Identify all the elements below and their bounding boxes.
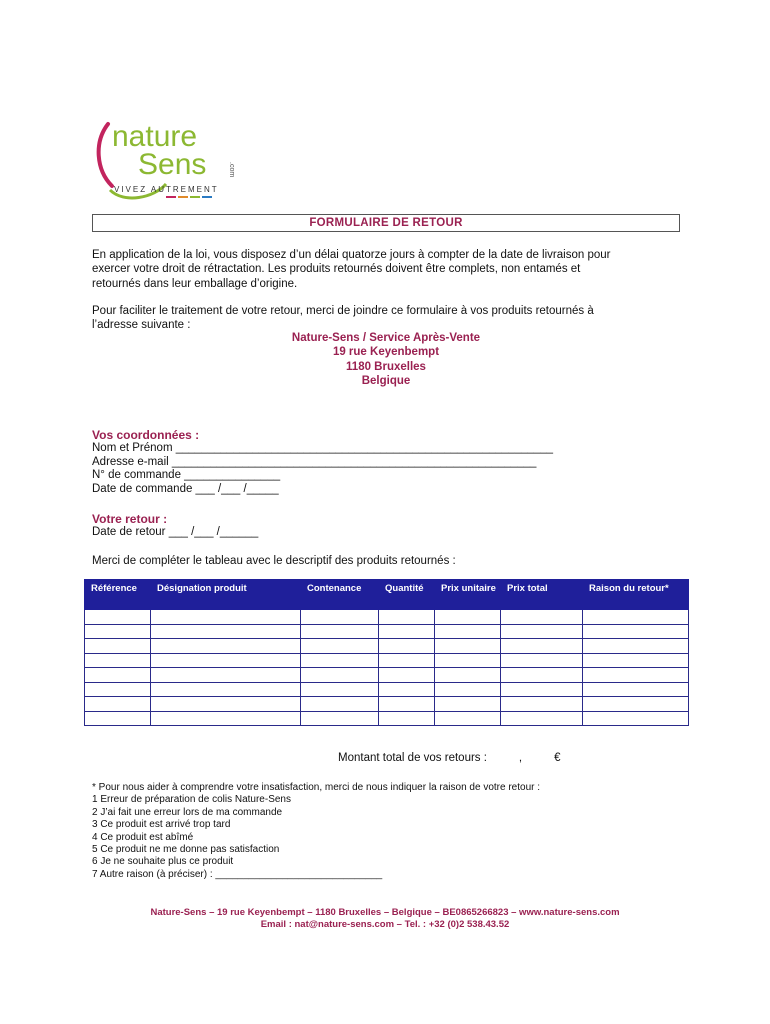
table-cell[interactable] [583, 624, 689, 639]
table-cell[interactable] [301, 653, 379, 668]
table-cell[interactable] [85, 682, 151, 697]
table-cell[interactable] [379, 639, 435, 654]
footer [60, 907, 710, 931]
table-cell[interactable] [301, 668, 379, 683]
total-label: Montant total de vos retours : [338, 752, 487, 764]
reason-item-other[interactable]: 7 Autre raison (à préciser) : ______________________________ [92, 868, 383, 880]
table-row [85, 653, 689, 668]
name-field[interactable]: Nom et Prénom ___________________________________________________________ [92, 442, 554, 454]
table-cell[interactable] [435, 711, 501, 726]
coords-section [92, 428, 553, 497]
header-designation: Désignation produit [151, 580, 301, 610]
table-cell[interactable] [501, 682, 583, 697]
table-cell[interactable] [583, 639, 689, 654]
retour-section [92, 512, 258, 540]
email-field[interactable]: Adresse e-mail _________________________________________________________ [92, 455, 537, 468]
table-cell[interactable] [501, 697, 583, 712]
address-line: 1180 Bruxelles [346, 360, 426, 373]
retour-title: Votre retour : [92, 512, 168, 526]
table-cell[interactable] [501, 610, 583, 625]
table-cell[interactable] [583, 653, 689, 668]
header-raison: Raison du retour* [583, 580, 689, 610]
reason-item: 3 Ce produit est arrivé trop tard [92, 819, 231, 831]
logo-word-sens: Sens [138, 148, 207, 181]
table-cell[interactable] [583, 711, 689, 726]
table-cell[interactable] [501, 653, 583, 668]
table-cell[interactable] [501, 624, 583, 639]
table-row [85, 682, 689, 697]
return-reasons [92, 782, 692, 881]
table-cell[interactable] [501, 639, 583, 654]
header-contenance: Contenance [301, 580, 379, 610]
table-cell[interactable] [583, 610, 689, 625]
table-intro: Merci de compléter le tableau avec le descriptif des produits retournés : [92, 555, 456, 567]
table-cell[interactable] [435, 639, 501, 654]
table-cell[interactable] [151, 624, 301, 639]
total-currency: € [554, 752, 561, 764]
reasons-intro: * Pour nous aider à comprendre votre insatisfaction, merci de nous indiquer la raison de votre retour : [92, 782, 541, 793]
table-cell[interactable] [301, 711, 379, 726]
table-cell[interactable] [151, 697, 301, 712]
instructions-paragraph [92, 304, 692, 333]
table-cell[interactable] [379, 610, 435, 625]
footer-contact: Email : nat@nature-sens.com – Tel. : +32 (0)2 538.43.52 [260, 919, 510, 930]
table-cell[interactable] [379, 682, 435, 697]
address-line: 19 rue Keyenbempt [332, 346, 440, 359]
table-cell[interactable] [435, 610, 501, 625]
table-cell[interactable] [435, 697, 501, 712]
form-title: FORMULAIRE DE RETOUR [92, 214, 680, 232]
table-row [85, 697, 689, 712]
table-cell[interactable] [301, 682, 379, 697]
table-cell[interactable] [301, 639, 379, 654]
logo-word-nature: nature [112, 120, 198, 153]
table-cell[interactable] [151, 668, 301, 683]
intro-line: exercer votre droit de rétractation. Les produits retournés doivent être complets, non entamés et [92, 263, 581, 276]
table-cell[interactable] [301, 624, 379, 639]
table-cell[interactable] [85, 697, 151, 712]
table-cell[interactable] [583, 682, 689, 697]
table-cell[interactable] [85, 639, 151, 654]
header-reference: Référence [85, 580, 151, 610]
table-row [85, 668, 689, 683]
logo-tag: .com [228, 162, 235, 178]
table-cell[interactable] [435, 653, 501, 668]
table-cell[interactable] [435, 682, 501, 697]
header-prix-total: Prix total [501, 580, 583, 610]
nature-sens-logo [94, 112, 244, 202]
table-cell[interactable] [301, 697, 379, 712]
coords-title: Vos coordonnées : [92, 428, 200, 442]
intro-paragraph [92, 248, 692, 291]
table-cell[interactable] [151, 682, 301, 697]
table-cell[interactable] [379, 653, 435, 668]
table-cell[interactable] [379, 711, 435, 726]
table-cell[interactable] [151, 610, 301, 625]
table-cell[interactable] [379, 668, 435, 683]
table-header-row [85, 580, 689, 610]
table-cell[interactable] [85, 711, 151, 726]
return-date-field[interactable]: Date de retour ___ /___ /______ [92, 526, 259, 538]
header-quantite: Quantité [379, 580, 435, 610]
table-cell[interactable] [151, 639, 301, 654]
intro-line: retournés dans leur emballage d’origine. [92, 277, 298, 290]
table-row [85, 610, 689, 625]
reason-item: 1 Erreur de préparation de colis Nature-Sens [92, 794, 291, 806]
address-line: Belgique [361, 374, 411, 387]
table-row [85, 711, 689, 726]
table-cell[interactable] [379, 624, 435, 639]
table-cell[interactable] [85, 668, 151, 683]
table-cell[interactable] [583, 697, 689, 712]
order-date-field[interactable]: Date de commande ___ /___ /_____ [92, 483, 279, 496]
reason-item: 2 J’ai fait une erreur lors de ma commande [92, 806, 283, 818]
total-row [338, 752, 560, 764]
table-cell[interactable] [301, 610, 379, 625]
returns-table [84, 579, 689, 726]
table-cell[interactable] [435, 624, 501, 639]
return-address [92, 331, 680, 388]
table-row [85, 624, 689, 639]
header-prix-unitaire: Prix unitaire [435, 580, 501, 610]
reason-item: 5 Ce produit ne me donne pas satisfaction [92, 844, 280, 856]
table-cell[interactable] [151, 711, 301, 726]
instructions-line: l’adresse suivante : [92, 319, 191, 332]
table-cell[interactable] [435, 668, 501, 683]
order-number-field[interactable]: N° de commande _______________ [92, 469, 281, 482]
table-cell[interactable] [85, 624, 151, 639]
table-row [85, 639, 689, 654]
logo-tagline: VIVEZ AUTREMENT [114, 185, 219, 194]
footer-address: Nature-Sens – 19 rue Keyenbempt – 1180 Bruxelles – Belgique – BE0865266823 – www.nature-sens.com [150, 907, 620, 918]
table-cell[interactable] [583, 668, 689, 683]
table-cell[interactable] [501, 668, 583, 683]
address-line: Nature-Sens / Service Après-Vente [291, 332, 481, 344]
intro-line: En application de la loi, vous disposez d’un délai quatorze jours à compter de la date de livraison pour [92, 249, 611, 261]
table-cell[interactable] [151, 653, 301, 668]
table-cell[interactable] [85, 610, 151, 625]
instructions-line: Pour faciliter le traitement de votre retour, merci de joindre ce formulaire à vos produits retournés à [92, 305, 594, 317]
total-separator[interactable]: , [518, 752, 523, 764]
reason-item: 4 Ce produit est abîmé [92, 831, 194, 843]
table-cell[interactable] [379, 697, 435, 712]
reason-item: 6 Je ne souhaite plus ce produit [92, 856, 234, 868]
table-cell[interactable] [501, 711, 583, 726]
table-cell[interactable] [85, 653, 151, 668]
